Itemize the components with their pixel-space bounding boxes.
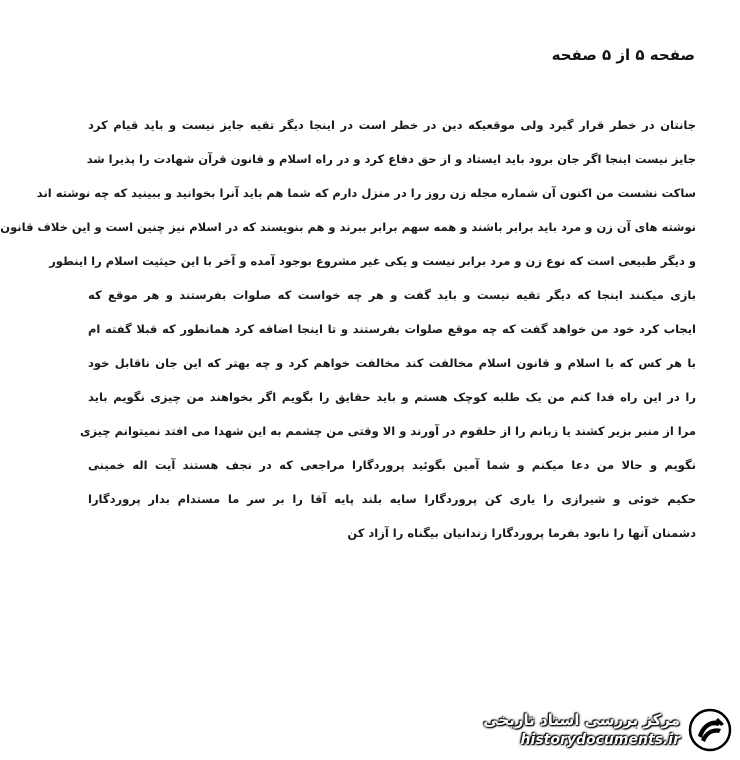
watermark-text: [483, 710, 680, 750]
body-line: با هر کس که با اسلام و قانون اسلام مخالفت کند مخالفت خواهم کرد و چه بهتر که این جان ناقابل خود: [88, 356, 696, 370]
body-line: ساکت نشست من اکنون آن شماره مجله زن روز را در منزل دارم که شما هم باید آنرا بخوانید و ببینید که چه نوشته اند: [36, 186, 696, 200]
page-number-header: صفحه ۵ از ۵ صفحه: [551, 46, 695, 64]
body-line: و دیگر طبیعی است که نوع زن و مرد برابر نیست و یکی غیر مشروع بوجود آمده و آخر با این حیثیت اسلام را اینطور: [49, 254, 696, 268]
body-line: را در این راه فدا کنم من یک طلبه کوچک هستم و باید حقایق را بگویم اگر بخواهند من چیزی نگویم باید: [88, 390, 696, 404]
body-line: مرا از منبر بزیر کشند یا زبانم را از حلقوم در آورند و الا وقتی من چشمم به این شهدا می افتد نمیتوانم چیزی: [79, 424, 696, 438]
book-emblem-icon: [688, 708, 732, 752]
watermark-logo: [483, 708, 732, 752]
body-line: نوشته های آن زن و مرد باید برابر باشند و همه سهم برابر ببرند و هم بنویسند که در اسلام نیز چنین است و این خلاف قانون: [0, 220, 696, 234]
website-url: historydocuments.ir: [520, 732, 680, 748]
body-line: ایجاب کرد خود من خواهد گفت که چه موقع صلوات بفرستند و تا اینجا اضافه کرد همانطور که قبلا گفته ام: [88, 322, 696, 336]
body-line: جایز نیست اینجا اگر جان برود باید ایستاد و از حق دفاع کرد و در راه اسلام و قانون قرآن شهادت را پذیرا شد: [86, 152, 696, 166]
body-line: دشمنان آنها را نابود بفرما پروردگارا زندانیان بیگناه را آزاد کن: [347, 526, 696, 540]
body-line: نگویم و حالا من دعا میکنم و شما آمین بگوئید پروردگارا مراجعی که در نجف هستند آیت اله خمینی: [88, 458, 696, 472]
body-line: بازی میکنند اینجا که دیگر تقیه نیست و باید گفت و هر چه خواست که صلوات بفرستند و هر موقع که: [88, 288, 696, 302]
body-line: حکیم خوئی و شیرازی را یاری کن پروردگارا سایه بلند پایه آقا را بر سر ما مستدام بدار پروردگارا: [88, 492, 696, 506]
document-body: [0, 118, 696, 560]
body-line: جانتان در خطر قرار گیرد ولی موقعیکه دین در خطر است در اینجا دیگر تقیه جایز نیست و باید قیام کرد: [88, 118, 696, 132]
org-name: مرکز بررسی اسناد تاریخی: [483, 711, 680, 729]
